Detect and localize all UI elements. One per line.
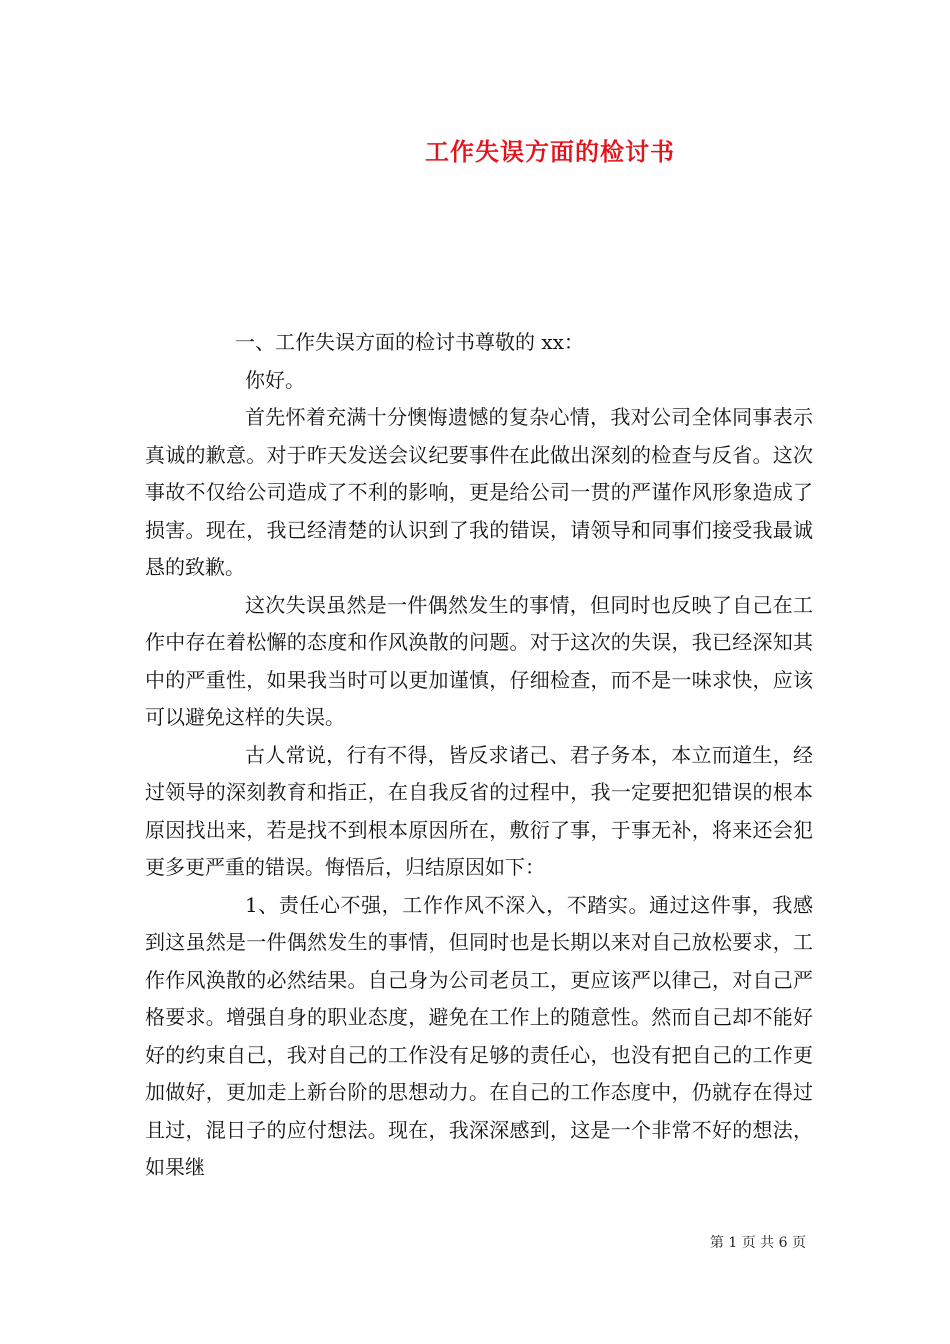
section-heading: 一、工作失误方面的检讨书尊敬的 xx： <box>235 330 584 354</box>
paragraph-cause-1: 1、责任心不强，工作作风不深入，不踏实。通过这件事，我感到这虽然是一件偶然发生的事情，但同时也是长期以来对自己放松要求，工作作风涣散的必然结果。自己身为公司老员工，更应该严以律己，对自己严格要求。增强自身的职业态度，避免在工作上的随意性。然而自己却不能好好的约束自己，我对自己的工作没有足够的责任心，也没有把自己的工作更加做好，更加走上新台阶的思想动力。在自己的工作态度中，仍就存在得过且过，混日子的应付想法。现在，我深深感到，这是一个非常不好的想法，如果继 <box>145 892 813 1179</box>
paragraph-causes-intro: 古人常说，行有不得，皆反求诸己、君子务本，本立而道生，经过领导的深刻教育和指正，在自我反省的过程中，我一定要把犯错误的根本原因找出来，若是找不到根本原因所在，敷衍了事，于事无补，将来还会犯更多更严重的错误。悔悟后，归结原因如下： <box>145 742 813 879</box>
paragraph-apology: 首先怀着充满十分懊悔遗憾的复杂心情，我对公司全体同事表示真诚的歉意。对于昨天发送会议纪要事件在此做出深刻的检查与反省。这次事故不仅给公司造成了不利的影响，更是给公司一贯的严谨作风形象造成了损害。现在，我已经清楚的认识到了我的错误，请领导和同事们接受我最诚恳的致歉。 <box>145 405 813 579</box>
document-body <box>145 324 813 1187</box>
greeting: 你好。 <box>245 367 305 392</box>
page-number: 第 1 页 共 6 页 <box>709 1235 806 1251</box>
paragraph-reflection: 这次失误虽然是一件偶然发生的事情，但同时也反映了自己在工作中存在着松懈的态度和作风涣散的问题。对于这次的失误，我已经深知其中的严重性，如果我当时可以更加谨慎，仔细检查，而不是一味求快，应该可以避免这样的失误。 <box>145 592 813 729</box>
document-title: 工作失误方面的检讨书 <box>425 137 675 166</box>
